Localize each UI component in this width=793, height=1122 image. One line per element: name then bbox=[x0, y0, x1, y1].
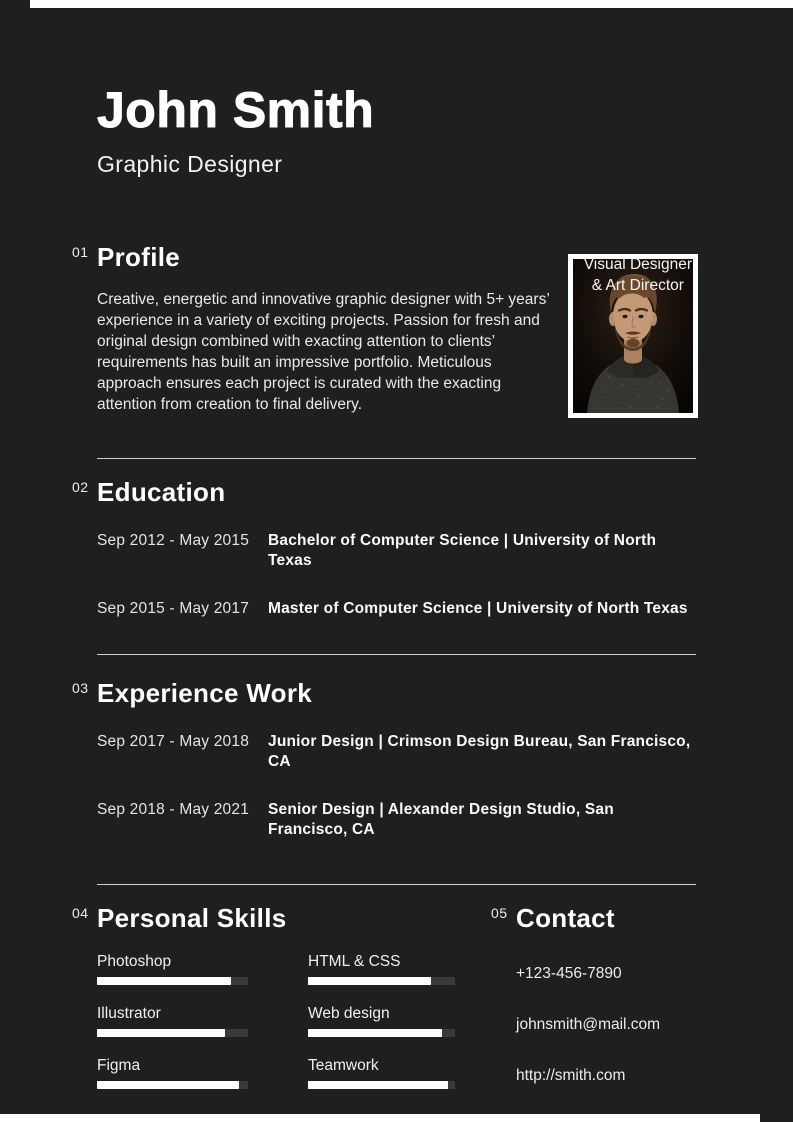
education-section-title bbox=[72, 476, 696, 508]
job-title: Graphic Designer bbox=[97, 151, 283, 177]
skill-bar-fill bbox=[308, 977, 431, 985]
skill-item bbox=[308, 1056, 455, 1089]
date-range: Sep 2015 - May 2017 bbox=[97, 600, 250, 617]
position-text: Senior Design | Alexander Design Studio, San Francisco, CA bbox=[268, 801, 614, 838]
tagline-line2: & Art Director bbox=[591, 277, 684, 294]
section-number: 01 bbox=[72, 244, 89, 260]
section-number: 05 bbox=[491, 905, 508, 921]
experience-item bbox=[97, 800, 696, 840]
bottom-columns bbox=[72, 902, 696, 1117]
top-edge-bar bbox=[30, 0, 793, 8]
skill-bar-track bbox=[97, 1029, 248, 1037]
profile-text: Creative, energetic and innovative graphic designer with 5+ years’ experience in a variety of exciting projects. Passion for fresh and original design combined with exacting attention to clients’ requirements has built an impressive portfolio. Meticulous approach ensures each project is curated with the exacting attention from creation to final delivery. bbox=[97, 291, 550, 413]
skill-bar-track bbox=[308, 977, 455, 985]
experience-item bbox=[97, 732, 696, 772]
skill-label: Figma bbox=[97, 1057, 141, 1074]
position-text: Junior Design | Crimson Design Bureau, San Francisco, CA bbox=[268, 733, 691, 770]
experience-section-title bbox=[72, 677, 696, 709]
skill-label: Web design bbox=[308, 1005, 390, 1022]
education-list bbox=[97, 531, 696, 619]
contact-section-title bbox=[491, 902, 696, 934]
skill-item bbox=[308, 1004, 455, 1037]
degree-text: Master of Computer Science | University of North Texas bbox=[268, 600, 688, 617]
person-name: John Smith bbox=[97, 82, 375, 138]
section-heading: Education bbox=[97, 477, 226, 507]
section-divider bbox=[97, 458, 696, 459]
skill-label: Photoshop bbox=[97, 953, 172, 970]
skill-bar-track bbox=[308, 1081, 455, 1089]
skill-item bbox=[308, 952, 455, 985]
section-heading: Contact bbox=[516, 903, 615, 933]
skills-grid bbox=[97, 952, 460, 1089]
experience-list bbox=[97, 732, 696, 840]
section-divider bbox=[97, 654, 696, 655]
skill-bar-fill bbox=[308, 1081, 448, 1089]
skill-item bbox=[97, 952, 248, 985]
skill-bar-fill bbox=[97, 1081, 239, 1089]
skill-item bbox=[97, 1056, 248, 1089]
education-item bbox=[97, 531, 696, 571]
contact-section bbox=[491, 902, 696, 1117]
skill-label: Illustrator bbox=[97, 1005, 161, 1022]
skill-bar-track bbox=[97, 1081, 248, 1089]
skill-label: Teamwork bbox=[308, 1057, 379, 1074]
section-number: 02 bbox=[72, 479, 89, 495]
section-heading: Experience Work bbox=[97, 678, 313, 708]
skill-label: HTML & CSS bbox=[308, 953, 401, 970]
skill-bar-track bbox=[97, 977, 248, 985]
skill-bar-fill bbox=[97, 977, 231, 985]
date-range: Sep 2012 - May 2015 bbox=[97, 532, 250, 549]
section-number: 04 bbox=[72, 905, 89, 921]
website-url: http://smith.com bbox=[516, 1067, 626, 1084]
skill-bar-fill bbox=[97, 1029, 225, 1037]
phone-number: +123-456-7890 bbox=[516, 965, 622, 982]
skill-bar-fill bbox=[308, 1029, 442, 1037]
email-address: johnsmith@mail.com bbox=[516, 1016, 661, 1033]
skill-item bbox=[97, 1004, 248, 1037]
skills-section bbox=[72, 902, 460, 1117]
date-range: Sep 2018 - May 2021 bbox=[97, 801, 250, 818]
section-heading: Profile bbox=[97, 242, 181, 272]
education-item bbox=[97, 599, 696, 619]
degree-text: Bachelor of Computer Science | University of North Texas bbox=[268, 532, 657, 569]
section-number: 03 bbox=[72, 680, 89, 696]
section-heading: Personal Skills bbox=[97, 903, 287, 933]
date-range: Sep 2017 - May 2018 bbox=[97, 733, 250, 750]
profile-section-title bbox=[72, 241, 696, 273]
skills-section-title bbox=[72, 902, 460, 934]
section-divider bbox=[97, 884, 696, 885]
skill-bar-track bbox=[308, 1029, 455, 1037]
tagline-line1: Visual Designer bbox=[583, 256, 692, 273]
